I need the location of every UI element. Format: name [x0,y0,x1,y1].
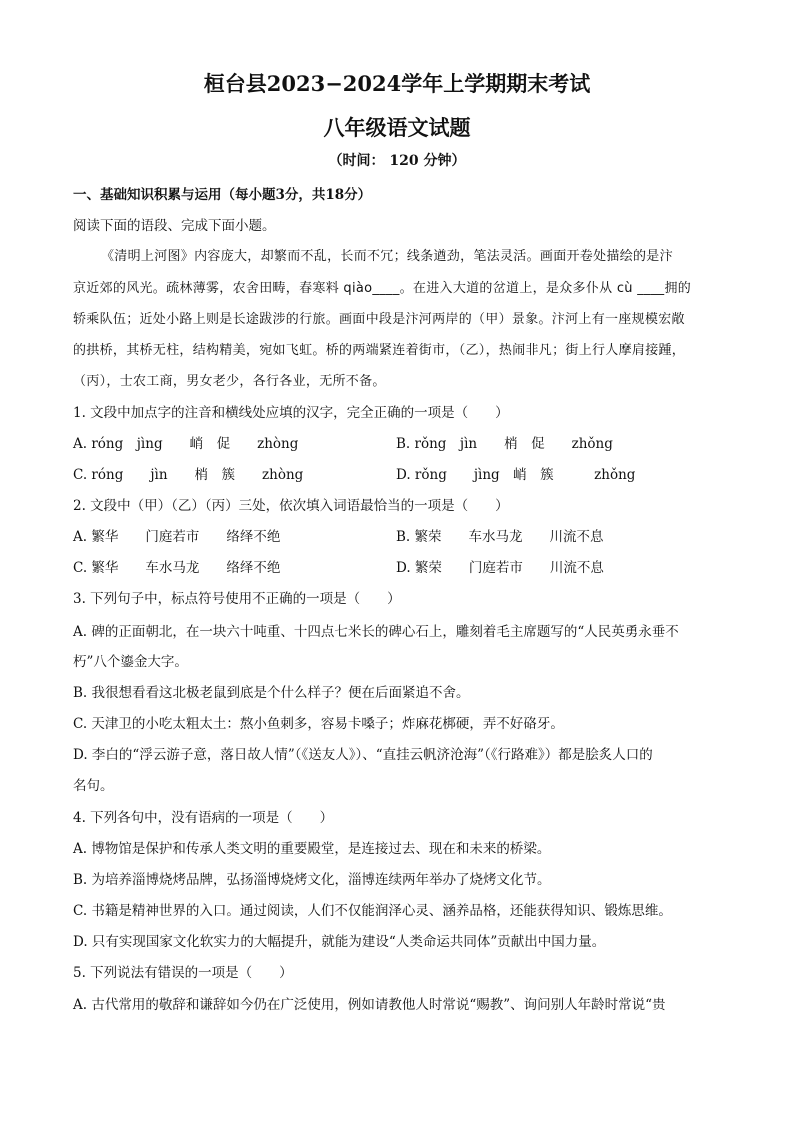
option-a: A. 古代常用的敬辞和谦辞如今仍在广泛使用，例如请教他人时常说“赐教”、询问别人年龄时常说“贵 [73,997,666,1013]
passage-line: 京近郊的风光。疏林薄雾，农舍田畴，春寒料 qiào____。在进入大道的岔道上，是众多仆从 cù ____拥的 [73,281,692,296]
option-c: C. 繁华 车水马龙 络绎不绝 [73,560,281,576]
question-5-stem: 5. 下列说法有错误的一项是（ ） [73,965,293,981]
option-d: D. 李白的“浮云游子意，落日故人情”（《送友人》）、“直挂云帆济沧海”（《行路难》）都是脍炙人口的 [73,747,653,763]
section-intro: 阅读下面的语段、完成下面小题。 [73,218,276,234]
option-c: C. 书籍是精神世界的入口。通过阅读，人们不仅能润泽心灵、涵养品格，还能获得知识、锻炼思维。 [73,903,672,919]
option-d: D. rǒng jìng 峭 簇 zhǒng [396,467,636,483]
exam-title: 桓台县2023−2024学年上学期期末考试 [203,71,591,96]
question-4-stem: 4. 下列各句中，没有语病的一项是（ ） [73,810,334,826]
exam-subtitle: 八年级语文试题 [323,115,471,140]
option-a: A. 博物馆是保护和传承人类文明的重要殿堂，是连接过去、现在和未来的桥梁。 [73,841,551,857]
option-b: B. rǒng jìn 梢 促 zhǒng [396,436,613,452]
option-c: C. 天津卫的小吃太粗太土：熬小鱼刺多，容易卡嗓子；炸麻花梆硬，弄不好硌牙。 [73,716,564,732]
exam-time: （时间： 120 分钟） [328,153,466,169]
question-1-stem: 1. 文段中加点字的注音和横线处应填的汉字，完全正确的一项是（ ） [73,405,509,421]
option-a: A. 碑的正面朝北，在一块六十吨重、十四点七米长的碑心石上，雕刻着毛主席题写的“人民英勇永垂不 [73,624,679,640]
option-b: B. 为培养淄博烧烤品牌，弘扬淄博烧烤文化，淄博连续两年举办了烧烤文化节。 [73,872,551,888]
question-3-stem: 3. 下列句子中，标点符号使用不正确的一项是（ ） [73,591,401,607]
option-b: B. 我很想看看这北极老鼠到底是个什么样子？便在后面紧追不舍。 [73,685,470,701]
option-d: D. 只有实现国家文化软实力的大幅提升，就能为建设“人类命运共同体”贡献出中国力量。 [73,934,606,950]
passage-line: 的拱桥，其桥无柱，结构精美，宛如飞虹。桥的两端紧连着街市，（乙），热闹非凡；街上行人摩肩接踵， [73,343,686,358]
option-c: C. róng jìn 梢 簇 zhòng [73,467,304,483]
option-b: B. 繁荣 车水马龙 川流不息 [396,529,604,545]
passage-line: 轿乘队伍；近处小路上则是长途跋涉的行旅。画面中段是汴河两岸的（甲）景象。汴河上有一座规模宏敞 [73,312,685,327]
option-d: D. 繁荣 门庭若市 川流不息 [396,560,604,576]
section-heading: 一、基础知识积累与运用（每小题3分，共18分） [73,187,372,203]
option-a-continued: 朽”八个鎏金大字。 [73,654,188,670]
option-d-continued: 名句。 [73,778,114,794]
passage-line: （丙），士农工商，男女老少，各行各业，无所不备。 [73,374,386,389]
passage-line: 《清明上河图》内容庞大，却繁而不乱，长而不冗；线条遒劲，笔法灵活。画面开卷处描绘的是汴 [101,249,673,264]
option-a: A. róng jìng 峭 促 zhòng [73,436,299,452]
option-a: A. 繁华 门庭若市 络绎不绝 [73,529,281,545]
question-2-stem: 2. 文段中（甲）（乙）（丙）三处，依次填入词语最恰当的一项是（ ） [73,498,509,514]
